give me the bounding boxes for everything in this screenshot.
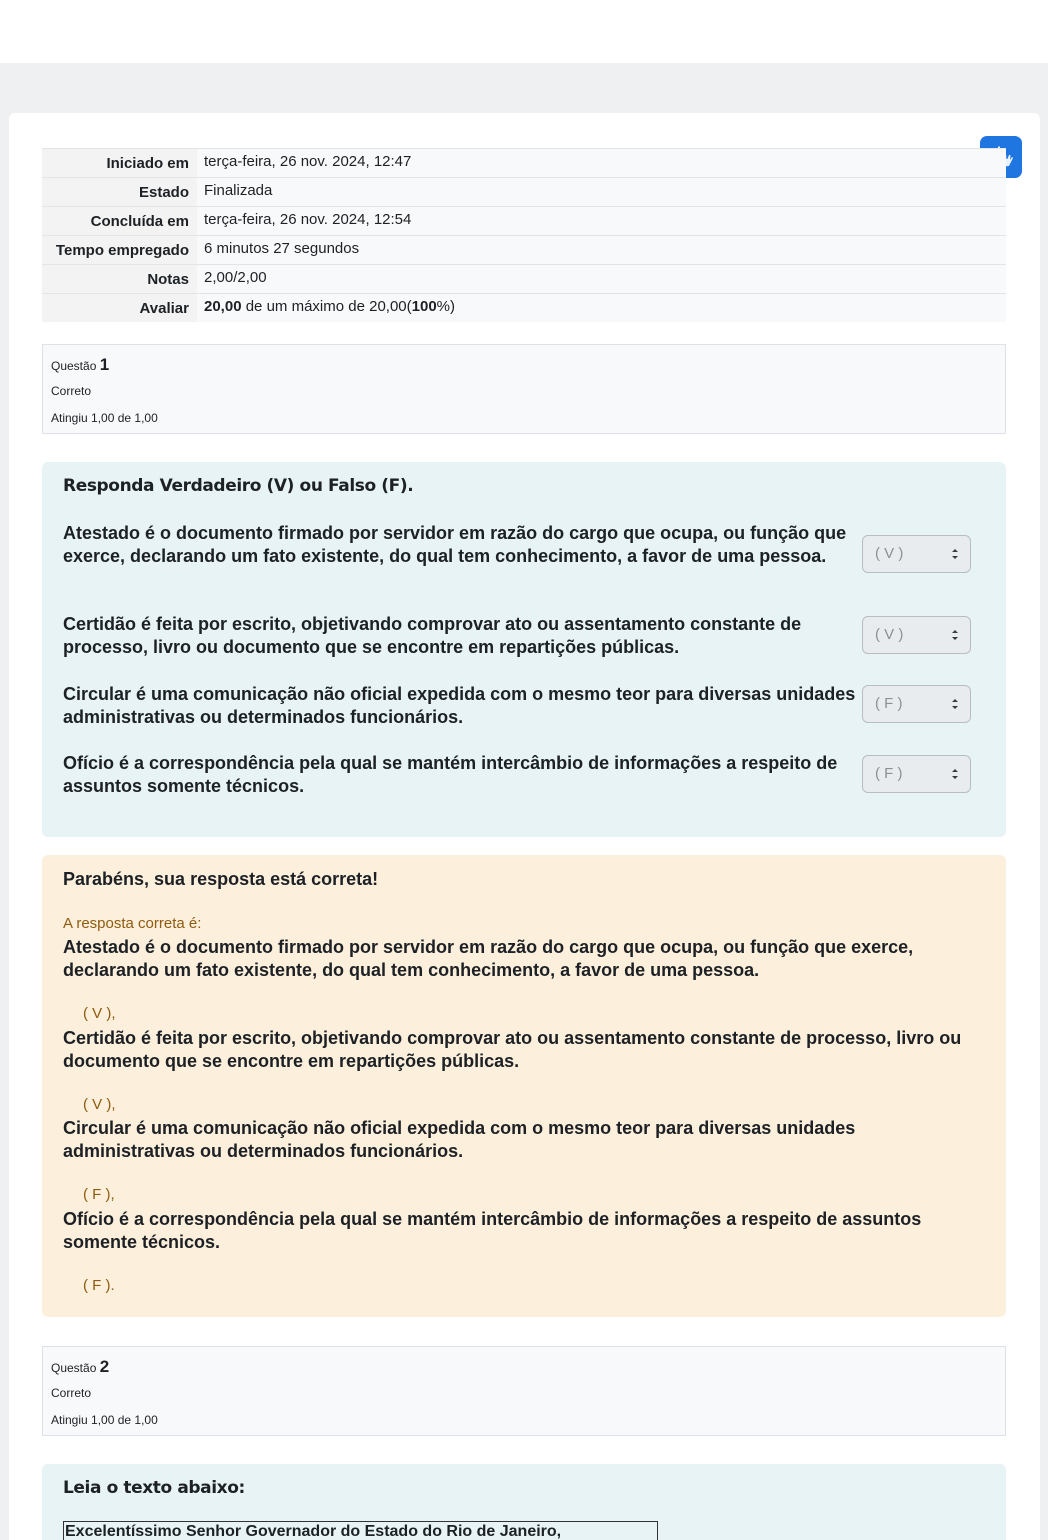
summary-row-time-taken [42,236,1006,265]
answer-select[interactable] [862,535,971,573]
question-grade: Atingiu 1,00 de 1,00 [51,1413,158,1427]
summary-label: Estado [42,178,197,207]
question-state: Correto [51,1386,92,1400]
question-number: 2 [99,1357,110,1376]
select-arrows-icon [951,547,959,561]
summary-label: Iniciado em [42,149,197,178]
question-text-box: Excelentíssimo Senhor Governador do Estado do Rio de Janeiro, [63,1521,658,1540]
feedback-title: Parabéns, sua resposta está correta! [63,869,379,889]
answer-select-value: ( F ) [875,695,903,712]
right-answer-value: ( F ), [83,1186,115,1203]
right-answer-value: ( F ). [83,1277,115,1294]
question-label: Questão [51,1361,97,1375]
answer-select-value: ( V ) [875,545,904,562]
select-arrows-icon [951,628,959,642]
summary-label: Tempo empregado [42,236,197,265]
grade-max: de um máximo de 20,00( [241,298,412,315]
answer-select[interactable] [862,755,971,793]
summary-label: Notas [42,265,197,294]
summary-value: 2,00/2,00 [197,265,1006,294]
right-answer-value: ( V ), [83,1005,116,1022]
summary-value: terça-feira, 26 nov. 2024, 12:54 [197,207,1006,236]
summary-value [197,294,1006,323]
match-statement: Certidão é feita por escrito, objetivando comprovar ato ou assentamento constante de processo, livro ou documento que se encontre em repartições públicas. [63,614,802,657]
question-1-info [42,344,1006,434]
right-answer-statement: Certidão é feita por escrito, objetivando comprovar ato ou assentamento constante de processo, livro ou documento que se encontre em repartições públicas. [63,1028,962,1071]
question-2-info [42,1346,1006,1436]
question-prompt: Leia o texto abaixo: [63,1478,245,1498]
right-answer-statement: Circular é uma comunicação não oficial expedida com o mesmo teor para diversas unidades administrativas ou determinados funcionários. [63,1118,856,1161]
match-statement: Circular é uma comunicação não oficial expedida com o mesmo teor para diversas unidades administrativas ou determinados funcionários. [63,684,856,727]
summary-row-started [42,149,1006,178]
right-answer-statement: Ofício é a correspondência pela qual se mantém intercâmbio de informações a respeito de assuntos somente técnicos. [63,1209,922,1252]
answer-select[interactable] [862,616,971,654]
summary-label: Avaliar [42,294,197,323]
summary-value: 6 minutos 27 segundos [197,236,1006,265]
summary-row-state [42,178,1006,207]
summary-row-completed [42,207,1006,236]
question-grade: Atingiu 1,00 de 1,00 [51,411,158,425]
select-arrows-icon [951,697,959,711]
question-prompt: Responda Verdadeiro (V) ou Falso (F). [63,476,414,496]
select-arrows-icon [951,767,959,781]
right-answer-value: ( V ), [83,1096,116,1113]
summary-row-marks [42,265,1006,294]
question-number: 1 [99,355,110,374]
summary-value: terça-feira, 26 nov. 2024, 12:47 [197,149,1006,178]
question-1-formulation [42,462,1006,837]
question-label: Questão [51,359,97,373]
answer-select[interactable] [862,685,971,723]
right-answer-lead: A resposta correta é: [63,915,202,932]
summary-row-grade [42,294,1006,323]
match-statement: Atestado é o documento firmado por servidor em razão do cargo que ocupa, ou função que exerce, declarando um fato existente, do qual tem conhecimento, a favor de uma pessoa. [63,523,847,566]
question-1-feedback [42,855,1006,1317]
question-state: Correto [51,384,92,398]
match-statement: Ofício é a correspondência pela qual se mantém intercâmbio de informações a respeito de assuntos somente técnicos. [63,753,838,796]
grade-percent: 100 [411,298,437,315]
top-navbar [0,0,1048,63]
answer-select-value: ( F ) [875,765,903,782]
attempt-summary-table [42,148,1006,322]
answer-select-value: ( V ) [875,626,904,643]
right-answer-statement: Atestado é o documento firmado por servidor em razão do cargo que ocupa, ou função que exerce, declarando um fato existente, do qual tem conhecimento, a favor de uma pessoa. [63,937,914,980]
summary-label: Concluída em [42,207,197,236]
summary-value: Finalizada [197,178,1006,207]
grade-points: 20,00 [204,298,242,315]
grade-percent-sign: %) [436,298,456,315]
